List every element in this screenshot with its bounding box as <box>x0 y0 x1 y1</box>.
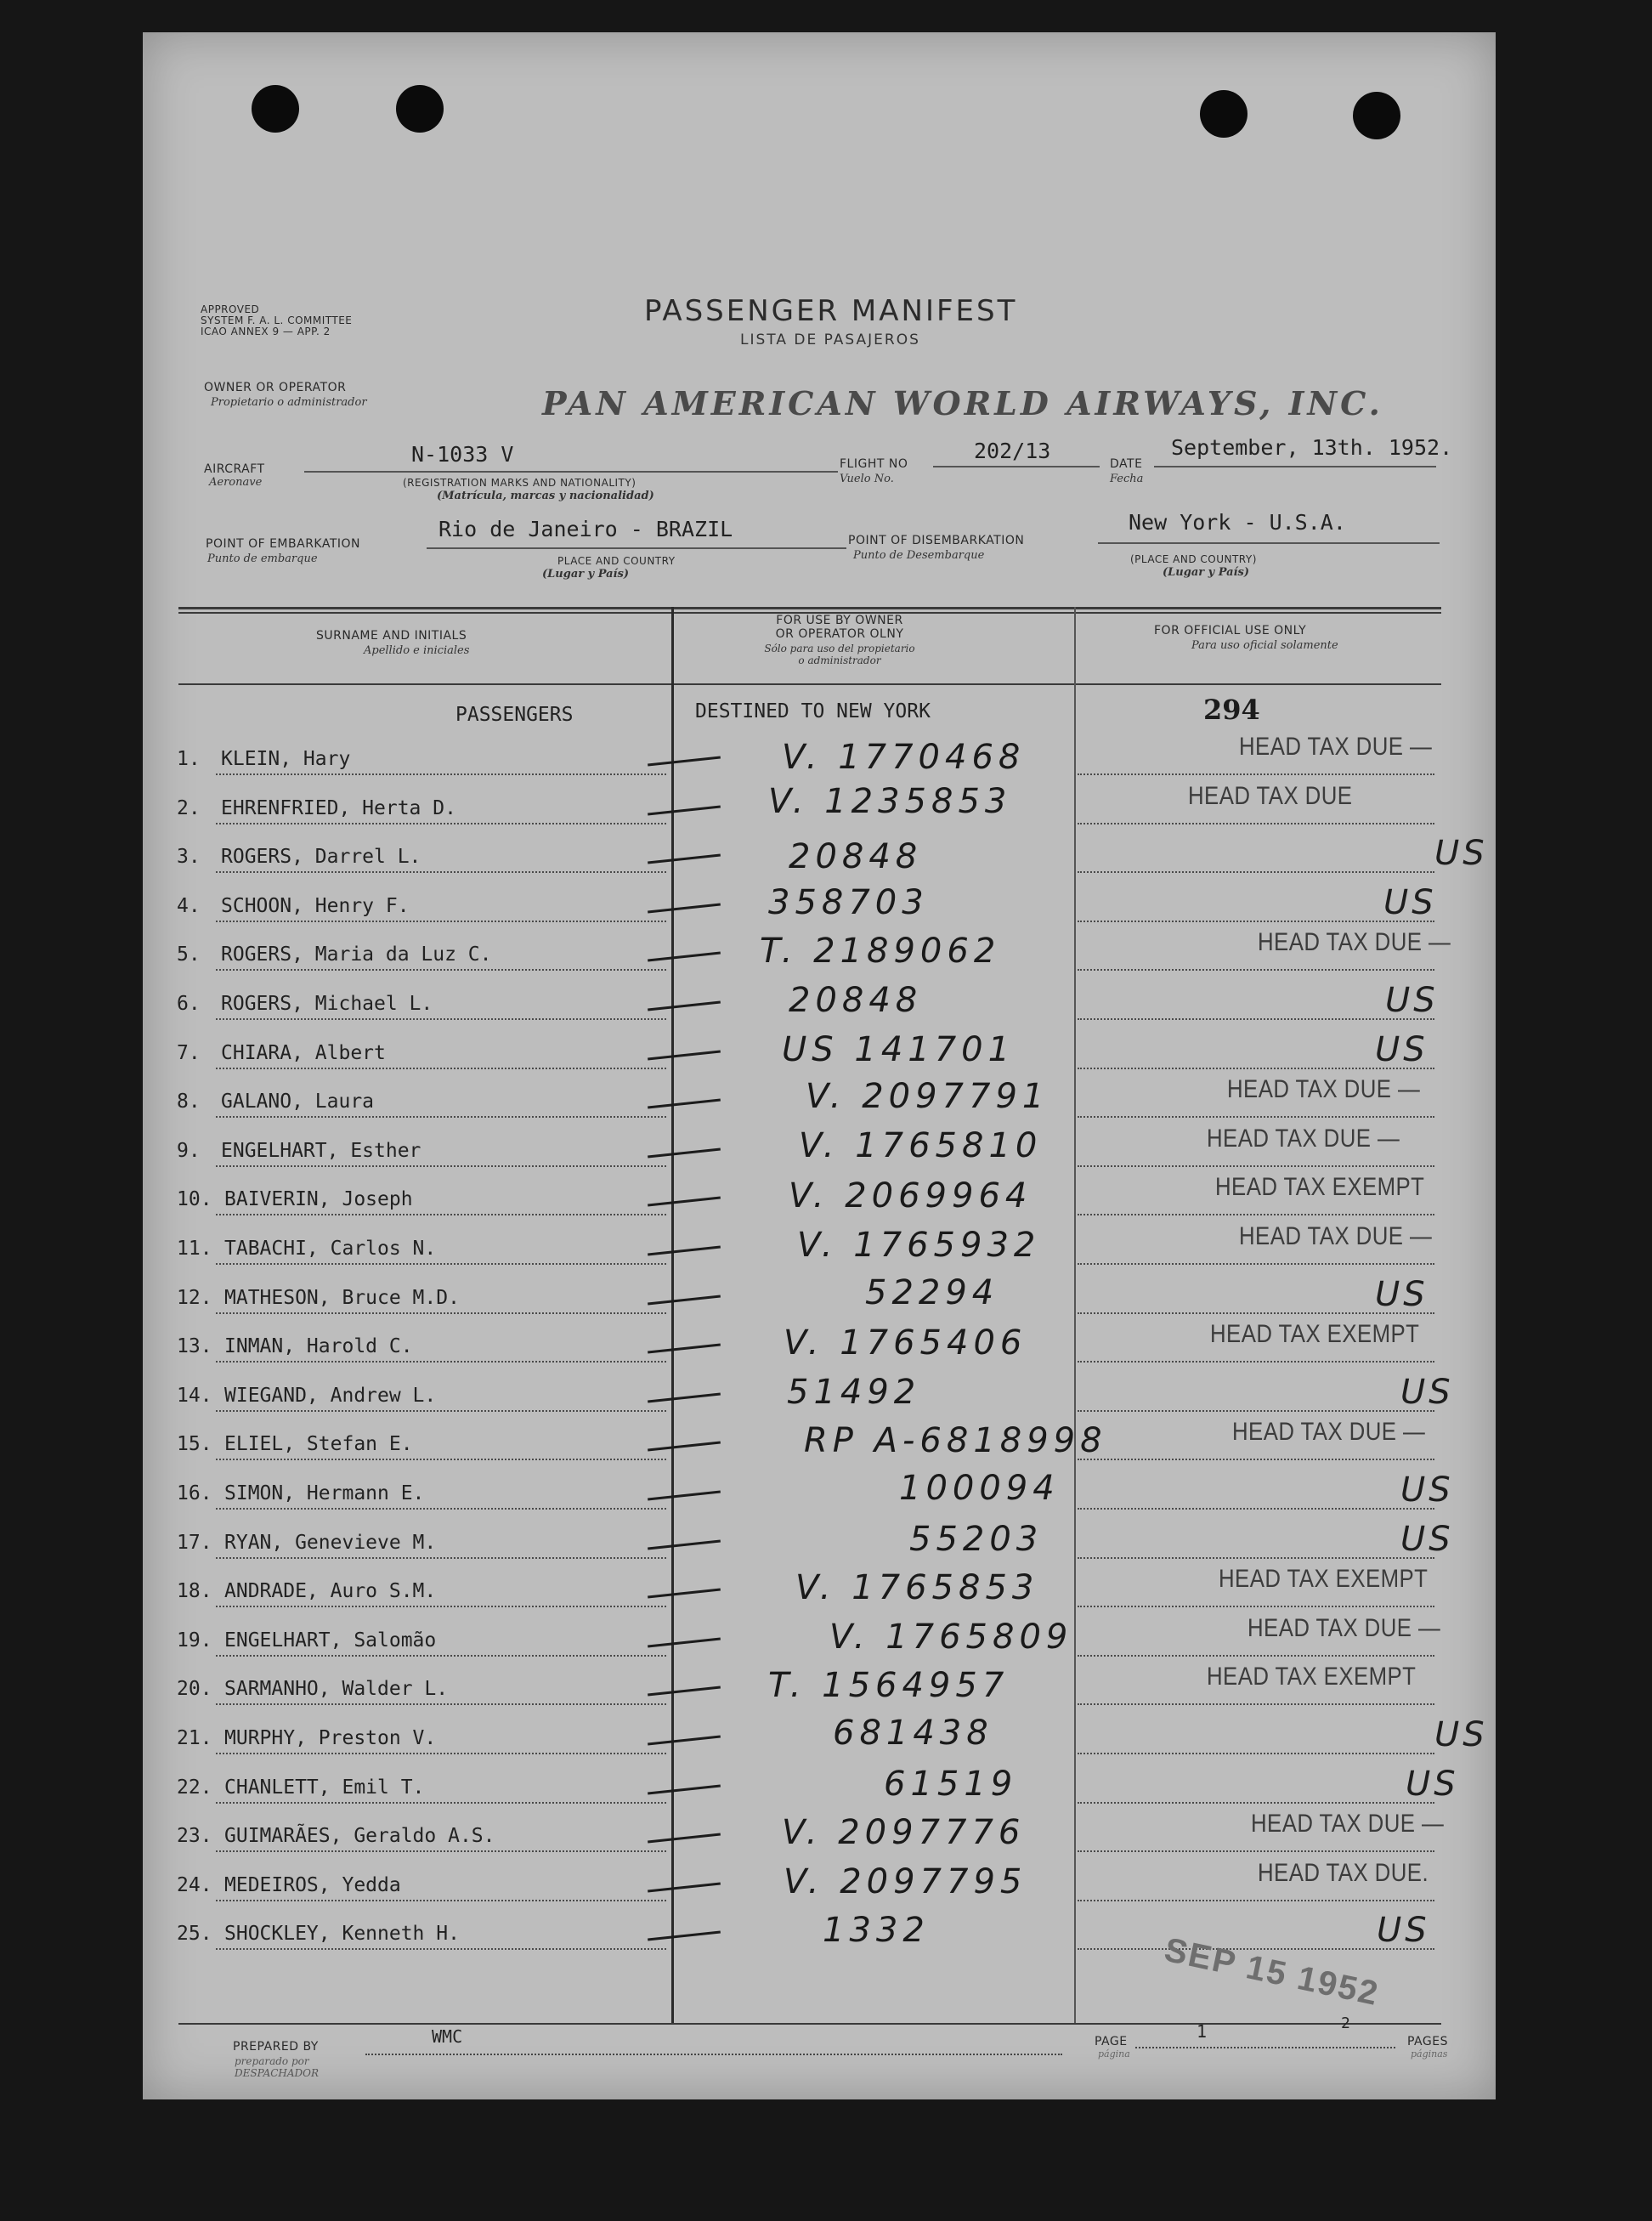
passenger-name: MATHESON, Bruce M.D. <box>224 1287 460 1309</box>
row-dotted-line <box>216 871 666 873</box>
approved-block <box>201 304 352 337</box>
passenger-number: 23. <box>177 1825 212 1847</box>
document-number: 1332 <box>823 1911 930 1950</box>
row-dotted-line <box>216 1068 666 1069</box>
passenger-name: GUIMARÃES, Geraldo A.S. <box>224 1825 495 1847</box>
us-citizen-mark: US <box>1383 883 1437 922</box>
embark-label: POINT OF EMBARKATION <box>206 537 361 551</box>
document-number: T. 2189062 <box>760 932 1001 971</box>
us-citizen-mark: US <box>1385 981 1439 1020</box>
prepared-line <box>365 2054 1062 2055</box>
passenger-name: RYAN, Genevieve M. <box>224 1532 437 1554</box>
document-number: V. 2097776 <box>782 1813 1026 1852</box>
row-dotted-line <box>1078 871 1434 873</box>
page-value: 1 <box>1197 2021 1208 2042</box>
check-mark <box>648 1442 721 1452</box>
disembark-value: New York - U.S.A. <box>1129 510 1346 535</box>
row-dotted-line <box>216 823 666 824</box>
registration-note: (REGISTRATION MARKS AND NATIONALITY) <box>403 477 636 489</box>
approved-line: SYSTEM F. A. L. COMMITTEE <box>201 314 353 326</box>
passenger-name: ROGERS, Darrel L. <box>221 846 421 868</box>
official-stamp: HEAD TAX DUE — <box>1247 1614 1441 1642</box>
document-number: 61519 <box>884 1765 1018 1804</box>
row-dotted-line <box>1078 1753 1434 1754</box>
date-underline <box>1154 466 1436 467</box>
place-note-2: (PLACE AND COUNTRY) <box>1130 553 1257 565</box>
passenger-number: 2. <box>177 797 201 819</box>
prepared-label: PREPARED BY <box>233 2040 319 2054</box>
passenger-number: 25. <box>177 1923 212 1945</box>
flight-value: 202/13 <box>974 439 1051 463</box>
passenger-number: 8. <box>177 1091 201 1113</box>
col3-title-es: Para uso oficial solamente <box>1191 639 1338 652</box>
passenger-number: 3. <box>177 846 201 868</box>
row-dotted-line <box>1078 1459 1434 1460</box>
table-bottom-rule <box>178 2023 1441 2025</box>
official-stamp: HEAD TAX DUE <box>1188 782 1353 810</box>
document-number: T. 1564957 <box>768 1666 1010 1705</box>
check-mark <box>648 1246 721 1256</box>
official-stamp: HEAD TAX EXEMPT <box>1207 1663 1417 1691</box>
flight-label-es: Vuelo No. <box>840 473 894 485</box>
punch-hole <box>1353 92 1400 139</box>
passenger-number: 9. <box>177 1140 201 1162</box>
passenger-count: 294 <box>1203 694 1260 726</box>
check-mark <box>648 1197 721 1207</box>
passenger-number: 21. <box>177 1727 212 1749</box>
row-dotted-line <box>1078 1165 1434 1167</box>
embark-value: Rio de Janeiro - BRAZIL <box>438 517 733 541</box>
us-citizen-mark: US <box>1406 1765 1459 1804</box>
check-mark <box>648 854 721 864</box>
punch-hole <box>1200 90 1247 138</box>
document-title: PASSENGER MANIFEST <box>644 294 1018 328</box>
passenger-number: 19. <box>177 1629 212 1652</box>
check-mark <box>648 904 721 914</box>
check-mark <box>648 1833 721 1844</box>
col2-title-line: FOR USE BY OWNER <box>776 614 903 627</box>
row-dotted-line <box>1078 1557 1434 1559</box>
passenger-name: SCHOON, Henry F. <box>221 895 410 917</box>
check-mark <box>648 756 721 767</box>
row-dotted-line <box>216 969 666 971</box>
check-mark <box>648 1589 721 1599</box>
us-citizen-mark: US <box>1434 834 1488 873</box>
document-number: V. 2097795 <box>784 1862 1027 1901</box>
passenger-name: CHIARA, Albert <box>221 1042 386 1064</box>
check-mark <box>648 1686 721 1697</box>
passenger-name: TABACHI, Carlos N. <box>224 1238 437 1260</box>
row-dotted-line <box>1078 823 1434 824</box>
row-dotted-line <box>1078 1508 1434 1510</box>
check-mark <box>648 1931 721 1941</box>
check-mark <box>648 1491 721 1501</box>
airline-name: PAN AMERICAN WORLD AIRWAYS, INC. <box>542 384 1383 422</box>
aircraft-underline <box>304 471 838 473</box>
passenger-number: 24. <box>177 1874 212 1896</box>
embark-underline <box>427 547 846 549</box>
passenger-number: 6. <box>177 993 201 1015</box>
row-dotted-line <box>216 1753 666 1754</box>
passenger-name: INMAN, Harold C. <box>224 1335 413 1357</box>
document-number: V. 1765853 <box>795 1568 1039 1607</box>
approved-line: ICAO ANNEX 9 — APP. 2 <box>201 326 331 337</box>
date-label: DATE <box>1110 457 1143 471</box>
passenger-number: 18. <box>177 1580 212 1602</box>
column-divider <box>671 607 674 2023</box>
passenger-number: 17. <box>177 1532 212 1554</box>
col2-title-es <box>738 643 942 666</box>
document-number: V. 1765810 <box>799 1126 1043 1165</box>
passenger-name: MURPHY, Preston V. <box>224 1727 437 1749</box>
passenger-number: 4. <box>177 895 201 917</box>
check-mark <box>648 806 721 816</box>
passenger-name: ENGELHART, Esther <box>221 1140 421 1162</box>
registration-note-es: (Matrícula, marcas y nacionalidad) <box>437 490 654 502</box>
date-label-es: Fecha <box>1110 473 1144 485</box>
passenger-name: ROGERS, Michael L. <box>221 993 433 1015</box>
check-mark <box>648 1001 721 1011</box>
page-of-value: 2 <box>1341 2014 1350 2032</box>
page-label-es: página <box>1098 2048 1130 2060</box>
prepared-label-es-line: preparado por <box>235 2055 309 2067</box>
document-number: V. 1765809 <box>829 1618 1073 1657</box>
passenger-name: BAIVERIN, Joseph <box>224 1188 413 1210</box>
us-citizen-mark: US <box>1375 1030 1429 1069</box>
document-number: 51492 <box>787 1373 921 1412</box>
row-dotted-line <box>1078 1214 1434 1215</box>
document-subtitle: LISTA DE PASAJEROS <box>740 331 920 348</box>
row-dotted-line <box>1078 1900 1434 1901</box>
page-label: PAGE <box>1095 2035 1128 2048</box>
official-stamp: HEAD TAX DUE — <box>1239 1222 1433 1250</box>
place-note-es: (Lugar y País) <box>542 568 629 581</box>
official-stamp: HEAD TAX EXEMPT <box>1215 1173 1425 1201</box>
check-mark <box>648 1736 721 1746</box>
passenger-number: 7. <box>177 1042 201 1064</box>
row-dotted-line <box>216 921 666 922</box>
us-citizen-mark: US <box>1400 1470 1454 1510</box>
owner-label-es: Propietario o administrador <box>211 396 367 409</box>
document-number: 20848 <box>789 981 923 1020</box>
row-dotted-line <box>1078 1018 1434 1020</box>
pages-label: PAGES <box>1407 2035 1448 2048</box>
approved-line: APPROVED <box>201 303 260 315</box>
row-dotted-line <box>216 1508 666 1510</box>
col3-title: FOR OFFICIAL USE ONLY <box>1154 624 1307 637</box>
document-number: 681438 <box>833 1714 993 1753</box>
prepared-value: WMC <box>432 2026 463 2047</box>
disembark-label: POINT OF DISEMBARKATION <box>848 534 1025 547</box>
passenger-name: GALANO, Laura <box>221 1091 375 1113</box>
flight-underline <box>933 466 1100 467</box>
punch-hole <box>252 85 299 133</box>
row-dotted-line <box>1078 1606 1434 1607</box>
row-dotted-line <box>216 1802 666 1804</box>
row-dotted-line <box>216 1900 666 1901</box>
passenger-number: 20. <box>177 1678 212 1700</box>
check-mark <box>648 1148 721 1159</box>
passenger-number: 10. <box>177 1188 212 1210</box>
col2-title <box>746 614 933 641</box>
document-number: V. 2069964 <box>789 1176 1032 1215</box>
aircraft-label-es: Aeronave <box>209 476 263 489</box>
passenger-name: SARMANHO, Walder L. <box>224 1678 449 1700</box>
punch-hole <box>396 85 444 133</box>
row-dotted-line <box>216 1214 666 1215</box>
check-mark <box>648 1295 721 1306</box>
passenger-number: 14. <box>177 1385 212 1407</box>
row-dotted-line <box>216 1018 666 1020</box>
col2-title-line: OR OPERATOR OLNY <box>775 627 904 641</box>
row-dotted-line <box>216 1850 666 1852</box>
check-mark <box>648 1540 721 1550</box>
official-stamp: HEAD TAX DUE — <box>1251 1810 1445 1838</box>
check-mark <box>648 1393 721 1403</box>
pages-line <box>1135 2047 1395 2048</box>
passenger-number: 12. <box>177 1287 212 1309</box>
passenger-number: 1. <box>177 748 201 770</box>
passenger-name: ENGELHART, Salomão <box>224 1629 437 1652</box>
row-dotted-line <box>216 1116 666 1118</box>
passenger-number: 13. <box>177 1335 212 1357</box>
passenger-name: ROGERS, Maria da Luz C. <box>221 943 492 966</box>
document-number: V. 1770468 <box>782 738 1026 777</box>
prepared-label-es <box>235 2055 319 2079</box>
table-head-rule <box>178 683 1441 685</box>
document-number: RP A-6818998 <box>804 1421 1107 1460</box>
check-mark <box>648 1099 721 1109</box>
passenger-name: SIMON, Hermann E. <box>224 1482 425 1504</box>
row-dotted-line <box>1078 969 1434 971</box>
document-number: 100094 <box>899 1469 1060 1508</box>
document-number: 358703 <box>768 883 929 922</box>
check-mark <box>648 1051 721 1061</box>
received-date-stamp: SEP 15 1952 <box>1161 1930 1383 2014</box>
us-citizen-mark: US <box>1400 1520 1454 1559</box>
row-dotted-line <box>216 1410 666 1412</box>
row-dotted-line <box>1078 1850 1434 1852</box>
official-stamp: HEAD TAX DUE — <box>1232 1418 1426 1446</box>
row-dotted-line <box>1078 1703 1434 1705</box>
official-stamp: HEAD TAX DUE. <box>1258 1859 1429 1887</box>
passenger-number: 5. <box>177 943 201 966</box>
row-dotted-line <box>216 1361 666 1363</box>
column-divider <box>1074 607 1076 2023</box>
passenger-name: EHRENFRIED, Herta D. <box>221 797 456 819</box>
check-mark <box>648 1785 721 1795</box>
passenger-name: CHANLETT, Emil T. <box>224 1776 425 1799</box>
aircraft-label: AIRCRAFT <box>204 462 265 476</box>
row-dotted-line <box>1078 1116 1434 1118</box>
us-citizen-mark: US <box>1434 1715 1488 1754</box>
document-number: V. 1235853 <box>768 782 1012 821</box>
row-dotted-line <box>216 773 666 775</box>
row-dotted-line <box>216 1606 666 1607</box>
passenger-name: SHOCKLEY, Kenneth H. <box>224 1923 460 1945</box>
document-number: 52294 <box>865 1273 999 1312</box>
document-number: 20848 <box>789 837 923 876</box>
row-dotted-line <box>1078 773 1434 775</box>
row-dotted-line <box>216 1459 666 1460</box>
official-stamp: HEAD TAX DUE — <box>1227 1075 1421 1103</box>
col1-title: SURNAME AND INITIALS <box>316 629 467 643</box>
document-number: V. 1765932 <box>797 1226 1041 1265</box>
us-citizen-mark: US <box>1377 1911 1430 1950</box>
col1-title-es: Apellido e iniciales <box>364 644 470 657</box>
check-mark <box>648 1638 721 1648</box>
owner-label: OWNER OR OPERATOR <box>204 381 347 394</box>
check-mark <box>648 1344 721 1354</box>
passenger-number: 11. <box>177 1238 212 1260</box>
row-dotted-line <box>1078 1361 1434 1363</box>
row-dotted-line <box>1078 1410 1434 1412</box>
row-dotted-line <box>1078 1655 1434 1657</box>
official-stamp: HEAD TAX EXEMPT <box>1219 1565 1429 1593</box>
passenger-name: MEDEIROS, Yedda <box>224 1874 401 1896</box>
row-dotted-line <box>216 1165 666 1167</box>
document-number: 55203 <box>909 1520 1044 1559</box>
aircraft-value: N-1033 V <box>411 442 514 467</box>
prepared-label-es-line: DESPACHADOR <box>235 2067 320 2079</box>
disembark-underline <box>1098 542 1440 544</box>
row-dotted-line <box>216 1948 666 1950</box>
date-value: September, 13th. 1952. <box>1171 435 1453 460</box>
flight-label: FLIGHT NO <box>840 457 908 471</box>
official-stamp: HEAD TAX EXEMPT <box>1210 1320 1420 1348</box>
check-mark <box>648 952 721 962</box>
row-dotted-line <box>216 1263 666 1265</box>
passenger-name: ANDRADE, Auro S.M. <box>224 1580 437 1602</box>
col2-title-es-line: o administrador <box>798 654 881 666</box>
table-top-rule <box>178 607 1441 609</box>
passenger-name: ELIEL, Stefan E. <box>224 1433 413 1455</box>
document-number: V. 2097791 <box>806 1077 1049 1116</box>
document-number: V. 1765406 <box>784 1323 1027 1363</box>
official-stamp: HEAD TAX DUE — <box>1207 1125 1400 1153</box>
us-citizen-mark: US <box>1375 1275 1429 1314</box>
manifest-sheet <box>143 32 1496 2099</box>
place-note-2-es: (Lugar y País) <box>1163 566 1249 579</box>
row-dotted-line <box>1078 921 1434 922</box>
pages-label-es: páginas <box>1411 2048 1448 2060</box>
row-dotted-line <box>216 1312 666 1314</box>
document-number: US 141701 <box>782 1030 1016 1069</box>
passenger-name: WIEGAND, Andrew L. <box>224 1385 437 1407</box>
destined-heading: DESTINED TO NEW YORK <box>695 700 931 722</box>
passenger-number: 15. <box>177 1433 212 1455</box>
passenger-number: 16. <box>177 1482 212 1504</box>
official-stamp: HEAD TAX DUE — <box>1239 733 1433 761</box>
row-dotted-line <box>216 1557 666 1559</box>
us-citizen-mark: US <box>1400 1373 1454 1412</box>
col2-title-es-line: Sólo para uso del propietario <box>764 643 915 654</box>
embark-label-es: Punto de embarque <box>207 552 318 565</box>
row-dotted-line <box>216 1703 666 1705</box>
official-stamp: HEAD TAX DUE — <box>1258 928 1451 956</box>
place-note: PLACE AND COUNTRY <box>557 555 676 567</box>
row-dotted-line <box>1078 1802 1434 1804</box>
disembark-label-es: Punto de Desembarque <box>853 549 985 562</box>
row-dotted-line <box>216 1655 666 1657</box>
passengers-heading: PASSENGERS <box>455 704 574 726</box>
passenger-name: KLEIN, Hary <box>221 748 351 770</box>
check-mark <box>648 1883 721 1893</box>
passenger-number: 22. <box>177 1776 212 1799</box>
row-dotted-line <box>1078 1263 1434 1265</box>
